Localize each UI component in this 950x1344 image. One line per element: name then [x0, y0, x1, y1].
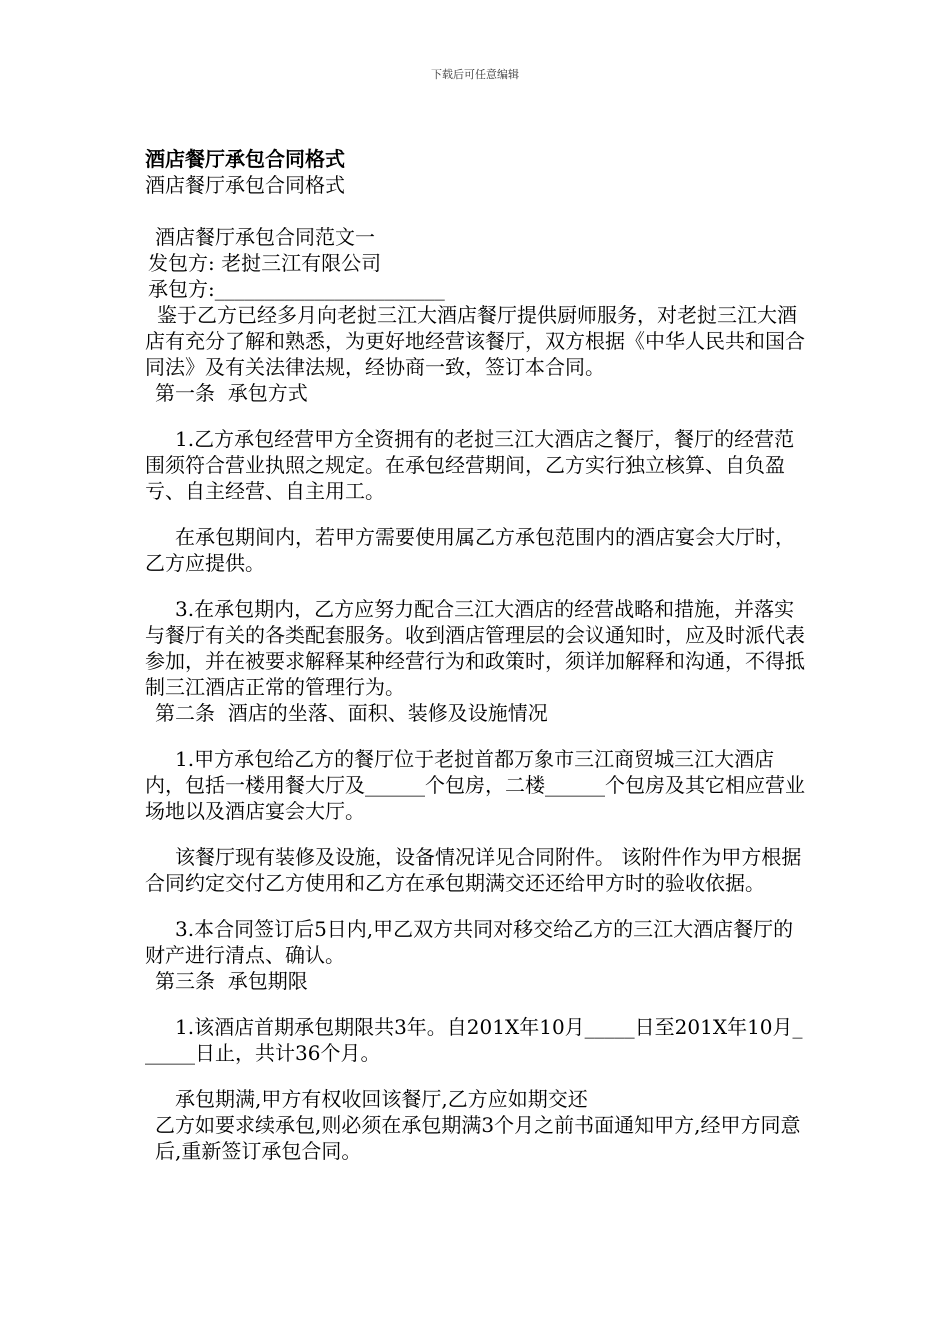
- sample-title: 酒店餐厅承包合同范文一: [155, 225, 375, 249]
- article-2-clause-2: 该餐厅现有装修及设施，设备情况详见合同附件。 该附件作为甲方根据合同约定交付乙方使用和乙方在承包期满交还还给甲方时的验收依据。: [145, 845, 802, 895]
- article-3-clause-3: 乙方如要求续承包,则必须在承包期满3个月之前书面通知甲方,经甲方同意后,重新签订承包合同。: [155, 1113, 801, 1163]
- party-a-line: 发包方: 老挝三江有限公司: [148, 251, 382, 275]
- article-1-clause-3: 3.在承包期内，乙方应努力配合三江大酒店的经营战略和措施，并落实与餐厅有关的各类配套服务。收到酒店管理层的会议通知时，应及时派代表参加，并在被要求解释某种经营行为和政策时，须详加解释和沟通，不得抵制三江酒店正常的管理行为。: [145, 597, 805, 699]
- party-b-line: 承包方:_______________________: [148, 277, 445, 301]
- article-3-clause-1: 1.该酒店首期承包期限共3年。自201X年10月_____日至201X年10月______日止，共计36个月。: [145, 1015, 803, 1065]
- document-title-bold: 酒店餐厅承包合同格式: [145, 147, 345, 171]
- document-body: [145, 146, 805, 1164]
- article-1-clause-2: 在承包期间内，若甲方需要使用属乙方承包范围内的酒店宴会大厅时，乙方应提供。: [145, 525, 795, 575]
- document-title-plain: 酒店餐厅承包合同格式: [145, 173, 345, 197]
- article-2-title: 第二条 酒店的坐落、面积、装修及设施情况: [155, 701, 548, 725]
- article-2-clause-3: 3.本合同签订后5日内,甲乙双方共同对移交给乙方的三江大酒店餐厅的财产进行清点、确认。: [145, 917, 794, 967]
- header-note: 下载后可任意编辑: [431, 68, 519, 81]
- article-3-clause-2: 承包期满,甲方有权收回该餐厅,乙方应如期交还: [175, 1087, 588, 1111]
- article-2-clause-1: 1.甲方承包给乙方的餐厅位于老挝首都万象市三江商贸城三江大酒店内，包括一楼用餐大厅及______个包房，二楼______个包房及其它相应营业场地以及酒店宴会大厅。: [145, 747, 805, 823]
- preamble-paragraph: 鉴于乙方已经多月向老挝三江大酒店餐厅提供厨师服务，对老挝三江大酒店有充分了解和熟悉，为更好地经营该餐厅，双方根据《中华人民共和国合同法》及有关法律法规，经协商一致，签订本合同。: [145, 303, 805, 379]
- article-1-title: 第一条 承包方式: [155, 381, 308, 405]
- article-1-clause-1: 1.乙方承包经营甲方全资拥有的老挝三江大酒店之餐厅，餐厅的经营范围须符合营业执照之规定。在承包经营期间，乙方实行独立核算、自负盈亏、自主经营、自主用工。: [145, 427, 795, 503]
- article-3-title: 第三条 承包期限: [155, 969, 308, 993]
